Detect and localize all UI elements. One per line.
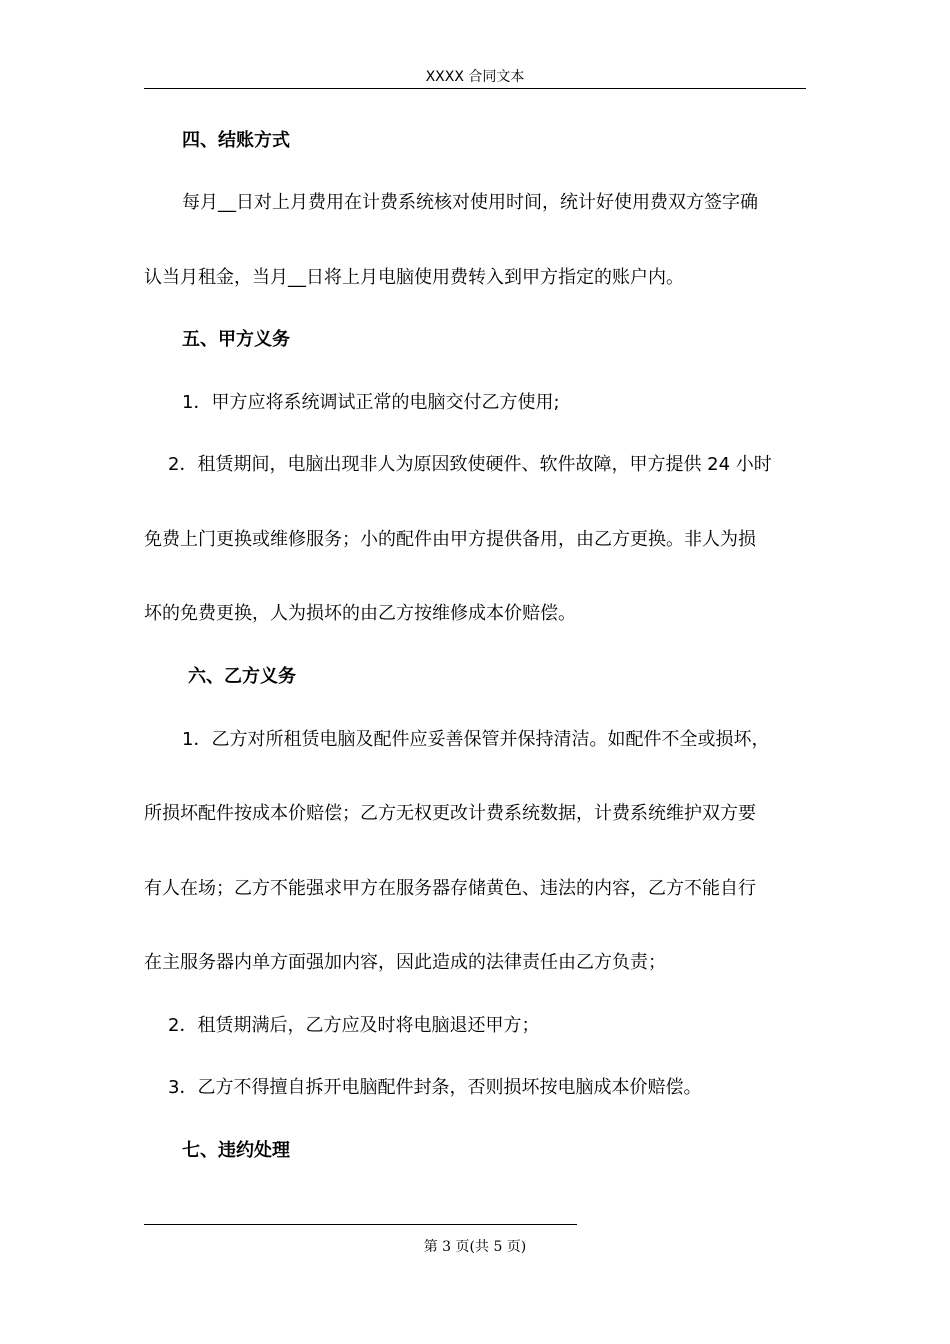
page-header-title: XXXX 合同文本 xyxy=(425,69,525,85)
list-item: 1．甲方应将系统调试正常的电脑交付乙方使用; xyxy=(182,392,560,413)
list-item: 2．租赁期满后，乙方应及时将电脑退还甲方； xyxy=(168,1015,540,1036)
paragraph-line: 所损坏配件按成本价赔偿；乙方无权更改计费系统数据，计费系统维护双方要 xyxy=(144,803,756,824)
paragraph-line: 每月__日对上月费用在计费系统核对使用时间，统计好使用费双方签字确 xyxy=(182,192,758,213)
section-heading-4: 四、结账方式 xyxy=(182,130,290,151)
paragraph-line: 免费上门更换或维修服务；小的配件由甲方提供备用，由乙方更换。非人为损 xyxy=(144,529,756,550)
page-number: 第 3 页(共 5 页) xyxy=(423,1239,527,1255)
paragraph-line: 有人在场；乙方不能强求甲方在服务器存储黄色、违法的内容，乙方不能自行 xyxy=(144,878,756,899)
paragraph-line: 坏的免费更换，人为损坏的由乙方按维修成本价赔偿。 xyxy=(144,603,576,624)
section-heading-6: 六、乙方义务 xyxy=(188,666,296,687)
header-rule xyxy=(144,88,806,89)
list-item: 1．乙方对所租赁电脑及配件应妥善保管并保持清洁。如配件不全或损坏， xyxy=(182,729,770,750)
section-heading-5: 五、甲方义务 xyxy=(182,329,290,350)
paragraph-line: 认当月租金，当月__日将上月电脑使用费转入到甲方指定的账户内。 xyxy=(144,267,684,288)
section-heading-7: 七、违约处理 xyxy=(182,1140,290,1161)
paragraph-line: 在主服务器内单方面强加内容，因此造成的法律责任由乙方负责； xyxy=(144,952,666,973)
list-item: 2．租赁期间，电脑出现非人为原因致使硬件、软件故障，甲方提供 24 小时 xyxy=(168,454,772,475)
list-item: 3．乙方不得擅自拆开电脑配件封条，否则损坏按电脑成本价赔偿。 xyxy=(168,1077,702,1098)
footer-rule xyxy=(144,1224,577,1225)
